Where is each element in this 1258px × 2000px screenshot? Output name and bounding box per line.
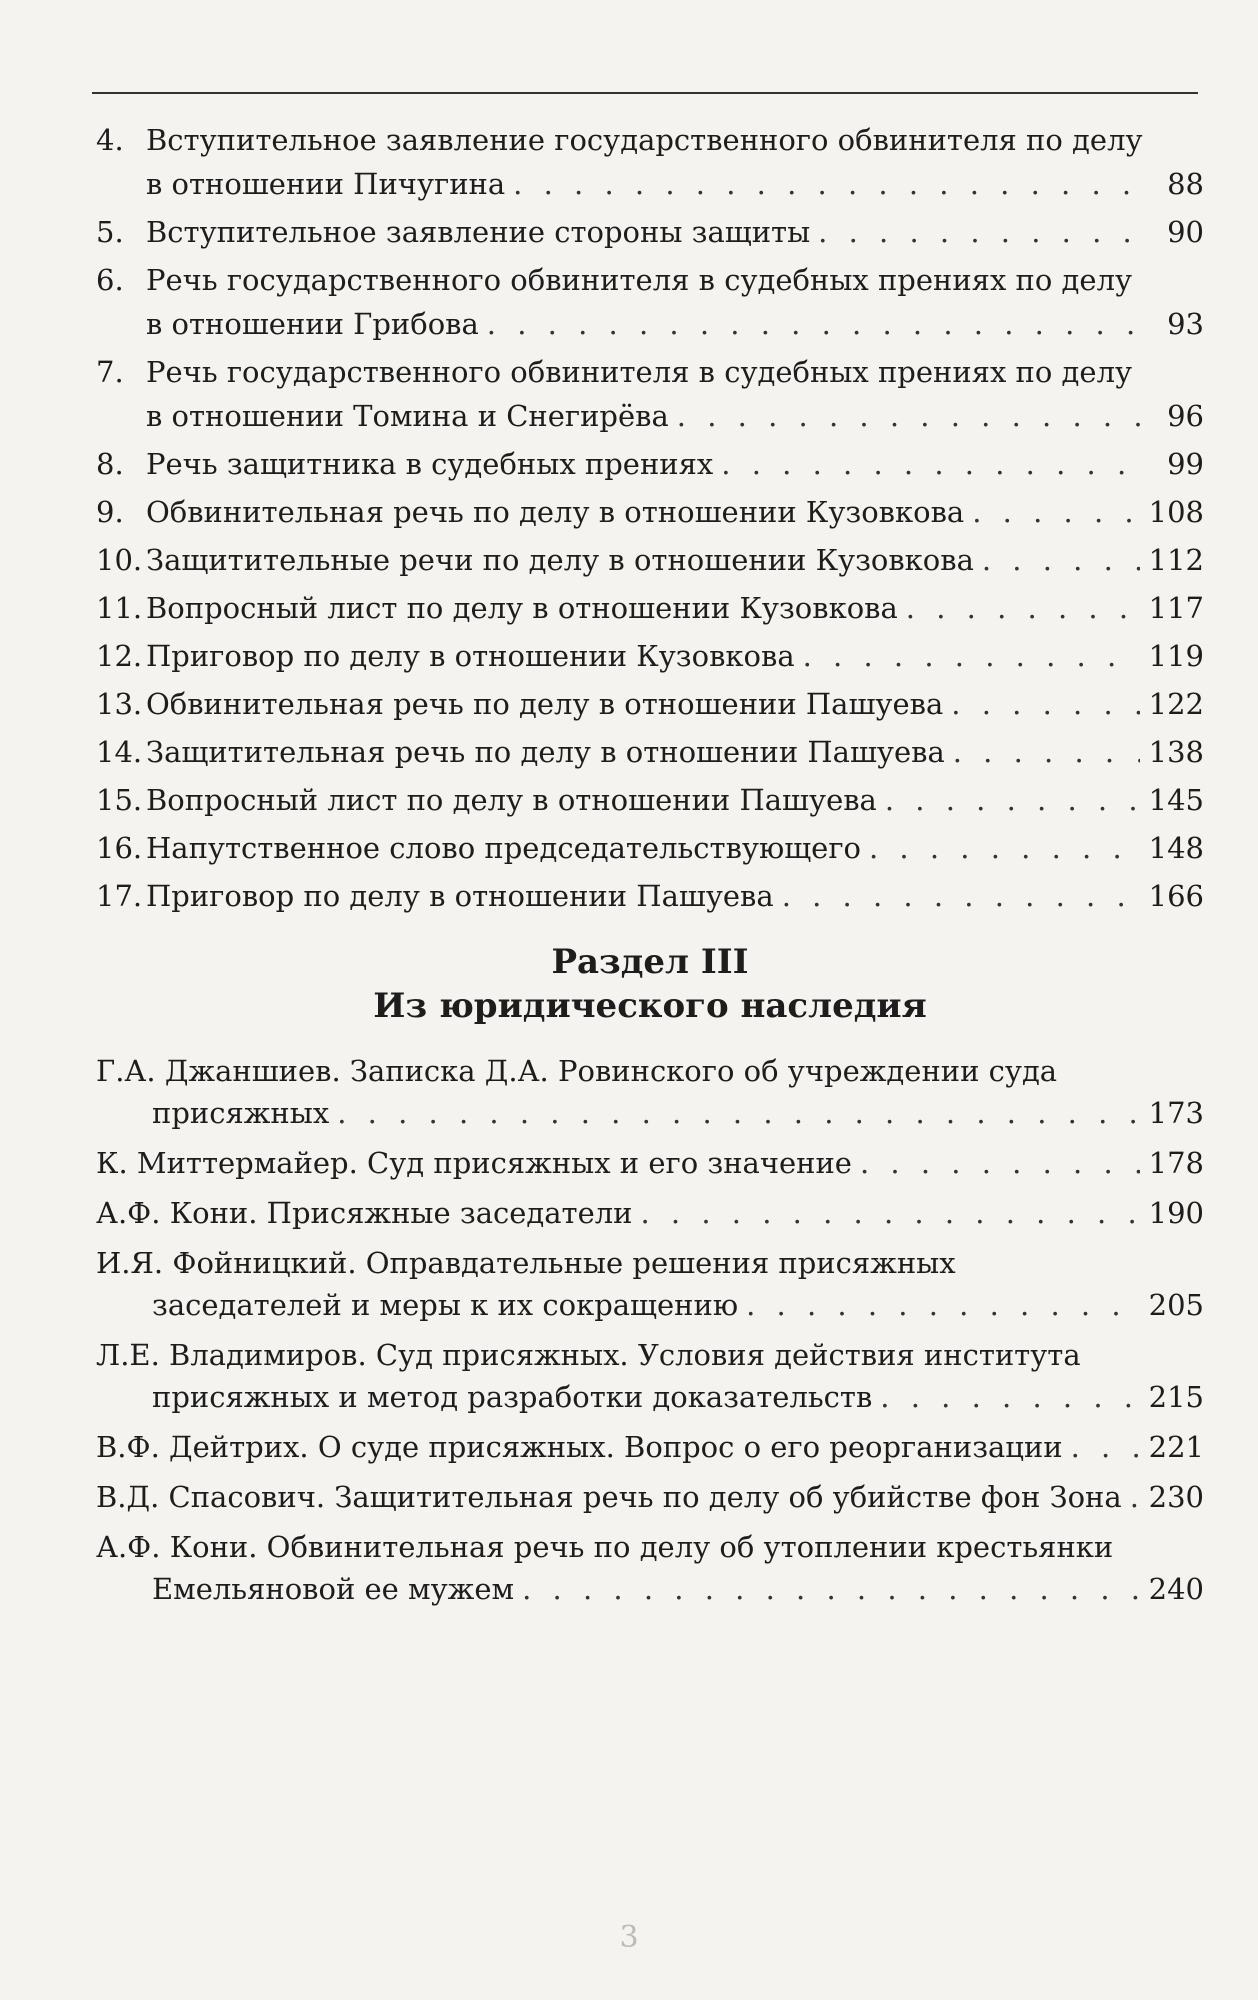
dot-leader [860,1142,1140,1184]
entry-page-number: 240 [1148,1572,1204,1606]
entry-page-number: 230 [1148,1480,1204,1514]
entry-page-number: 215 [1148,1380,1204,1414]
toc-entry[interactable] [96,490,1204,534]
toc-entry[interactable] [96,1426,1204,1468]
entry-page-number: 190 [1148,1196,1204,1230]
dot-leader [337,1092,1140,1134]
entry-title: Вступительное заявление государственного обвинителя по делу [146,123,1143,157]
entry-page-number: 90 [1167,215,1204,249]
dot-leader [906,586,1140,630]
entry-title: И.Я. Фойницкий. Оправдательные решения присяжных [96,1246,956,1280]
toc-entry[interactable] [96,538,1204,582]
entry-title: Вопросный лист по делу в отношении Пашуева [146,783,877,817]
entry-number: 15. [96,783,143,817]
entry-title: заседателей и меры к их сокращению [152,1288,739,1322]
entry-title: Приговор по делу в отношении Кузовкова [146,639,795,673]
dot-leader [1071,1426,1140,1468]
dot-leader [972,490,1140,534]
toc-entry[interactable] [96,826,1204,870]
entry-number: 17. [96,879,143,913]
dot-leader [885,778,1140,822]
entry-title: Защитительные речи по делу в отношении Кузовкова [146,543,974,577]
entry-page-number: 112 [1148,543,1204,577]
entry-page-number: 119 [1148,639,1204,673]
entry-page-number: 117 [1148,591,1204,625]
toc-entry[interactable] [96,350,1204,438]
toc-entry[interactable] [96,778,1204,822]
entry-title: Обвинительная речь по делу в отношении Пашуева [146,687,944,721]
entry-page-number: 138 [1148,735,1204,769]
entry-title: Обвинительная речь по делу в отношении Кузовкова [146,495,965,529]
dot-leader [513,162,1140,206]
entry-title: А.Ф. Кони. Обвинительная речь по делу об утоплении крестьянки [96,1530,1114,1564]
dot-leader [1130,1476,1140,1518]
toc-entry[interactable] [96,442,1204,486]
entry-title: Речь государственного обвинителя в судебных прениях по делу [146,355,1133,389]
header-rule [92,92,1198,94]
dot-leader [818,210,1140,254]
dot-leader [641,1192,1141,1234]
entry-page-number: 205 [1148,1288,1204,1322]
entry-page-number: 166 [1148,879,1204,913]
entry-title: Л.Е. Владимиров. Суд присяжных. Условия действия института [96,1338,1081,1372]
entry-number: 16. [96,831,143,865]
toc-entry[interactable] [96,586,1204,630]
toc-entry[interactable] [96,118,1204,206]
entry-title: в отношении Томина и Снегирёва [146,399,669,433]
section-title: Из юридического наследия [373,986,927,1026]
entry-title: Приговор по делу в отношении Пашуева [146,879,774,913]
dot-leader [487,302,1140,346]
entry-title: Г.А. Джаншиев. Записка Д.А. Ровинского об учреждении суда [96,1054,1058,1088]
entry-title: А.Ф. Кони. Присяжные заседатели [96,1196,633,1230]
entry-number: 5. [96,215,124,249]
toc-entry[interactable] [96,682,1204,726]
entry-title: К. Миттермайер. Суд присяжных и его значение [96,1146,852,1180]
entry-title: Речь защитника в судебных прениях [146,447,714,481]
entry-number: 6. [96,263,124,297]
entry-page-number: 221 [1148,1430,1204,1464]
entry-page-number: 178 [1148,1146,1204,1180]
entry-title: Вопросный лист по делу в отношении Кузовкова [146,591,898,625]
toc-entry[interactable] [96,1050,1204,1134]
entry-number: 12. [96,639,143,673]
numbered-entries [96,118,1204,918]
entry-title: В.Д. Спасович. Защитительная речь по делу об убийстве фон Зона [96,1480,1122,1514]
dot-leader [746,1284,1140,1326]
entry-page-number: 122 [1148,687,1204,721]
toc-entry[interactable] [96,874,1204,918]
entry-title: Напутственное слово председательствующего [146,831,861,865]
toc-entry[interactable] [96,1192,1204,1234]
page-number: 3 [619,1920,639,1955]
entry-page-number: 108 [1148,495,1204,529]
entry-number: 10. [96,543,143,577]
toc-entry[interactable] [96,1476,1204,1518]
dot-leader [953,730,1140,774]
entry-title: в отношении Пичугина [146,167,506,201]
entry-page-number: 88 [1167,167,1204,201]
entry-title: В.Ф. Дейтрих. О суде присяжных. Вопрос о его реорганизации [96,1430,1063,1464]
toc-entry[interactable] [96,1334,1204,1418]
dot-leader [951,682,1140,726]
entry-number: 9. [96,495,124,529]
entry-number: 14. [96,735,143,769]
entry-title: присяжных и метод разработки доказательств [152,1380,873,1414]
entry-number: 7. [96,355,124,389]
dot-leader [869,826,1140,870]
entry-title: Вступительное заявление стороны защиты [146,215,811,249]
toc-entry[interactable] [96,1526,1204,1610]
toc-entry[interactable] [96,730,1204,774]
entry-page-number: 96 [1167,399,1204,433]
toc-entry[interactable] [96,1242,1204,1326]
dot-leader [880,1376,1140,1418]
entry-page-number: 93 [1167,307,1204,341]
entry-number: 11. [96,591,143,625]
toc-entry[interactable] [96,258,1204,346]
table-of-contents [96,118,1204,1618]
dot-leader [803,634,1140,678]
entry-page-number: 145 [1148,783,1204,817]
dot-leader [522,1568,1140,1610]
entry-number: 8. [96,447,124,481]
toc-entry[interactable] [96,634,1204,678]
toc-entry[interactable] [96,1142,1204,1184]
entry-title: Речь государственного обвинителя в судебных прениях по делу [146,263,1133,297]
author-entries [96,1050,1204,1610]
section-label: Раздел III [551,942,749,982]
entry-number: 13. [96,687,143,721]
dot-leader [982,538,1140,582]
dot-leader [721,442,1140,486]
dot-leader [677,394,1140,438]
toc-entry[interactable] [96,210,1204,254]
entry-title: присяжных [152,1096,330,1130]
entry-title: Защитительная речь по делу в отношении Пашуева [146,735,945,769]
entry-title: в отношении Грибова [146,307,479,341]
entry-page-number: 148 [1148,831,1204,865]
entry-page-number: 99 [1167,447,1204,481]
dot-leader [782,874,1140,918]
entry-number: 4. [96,123,124,157]
entry-page-number: 173 [1148,1096,1204,1130]
entry-title: Емельяновой ее мужем [152,1572,515,1606]
